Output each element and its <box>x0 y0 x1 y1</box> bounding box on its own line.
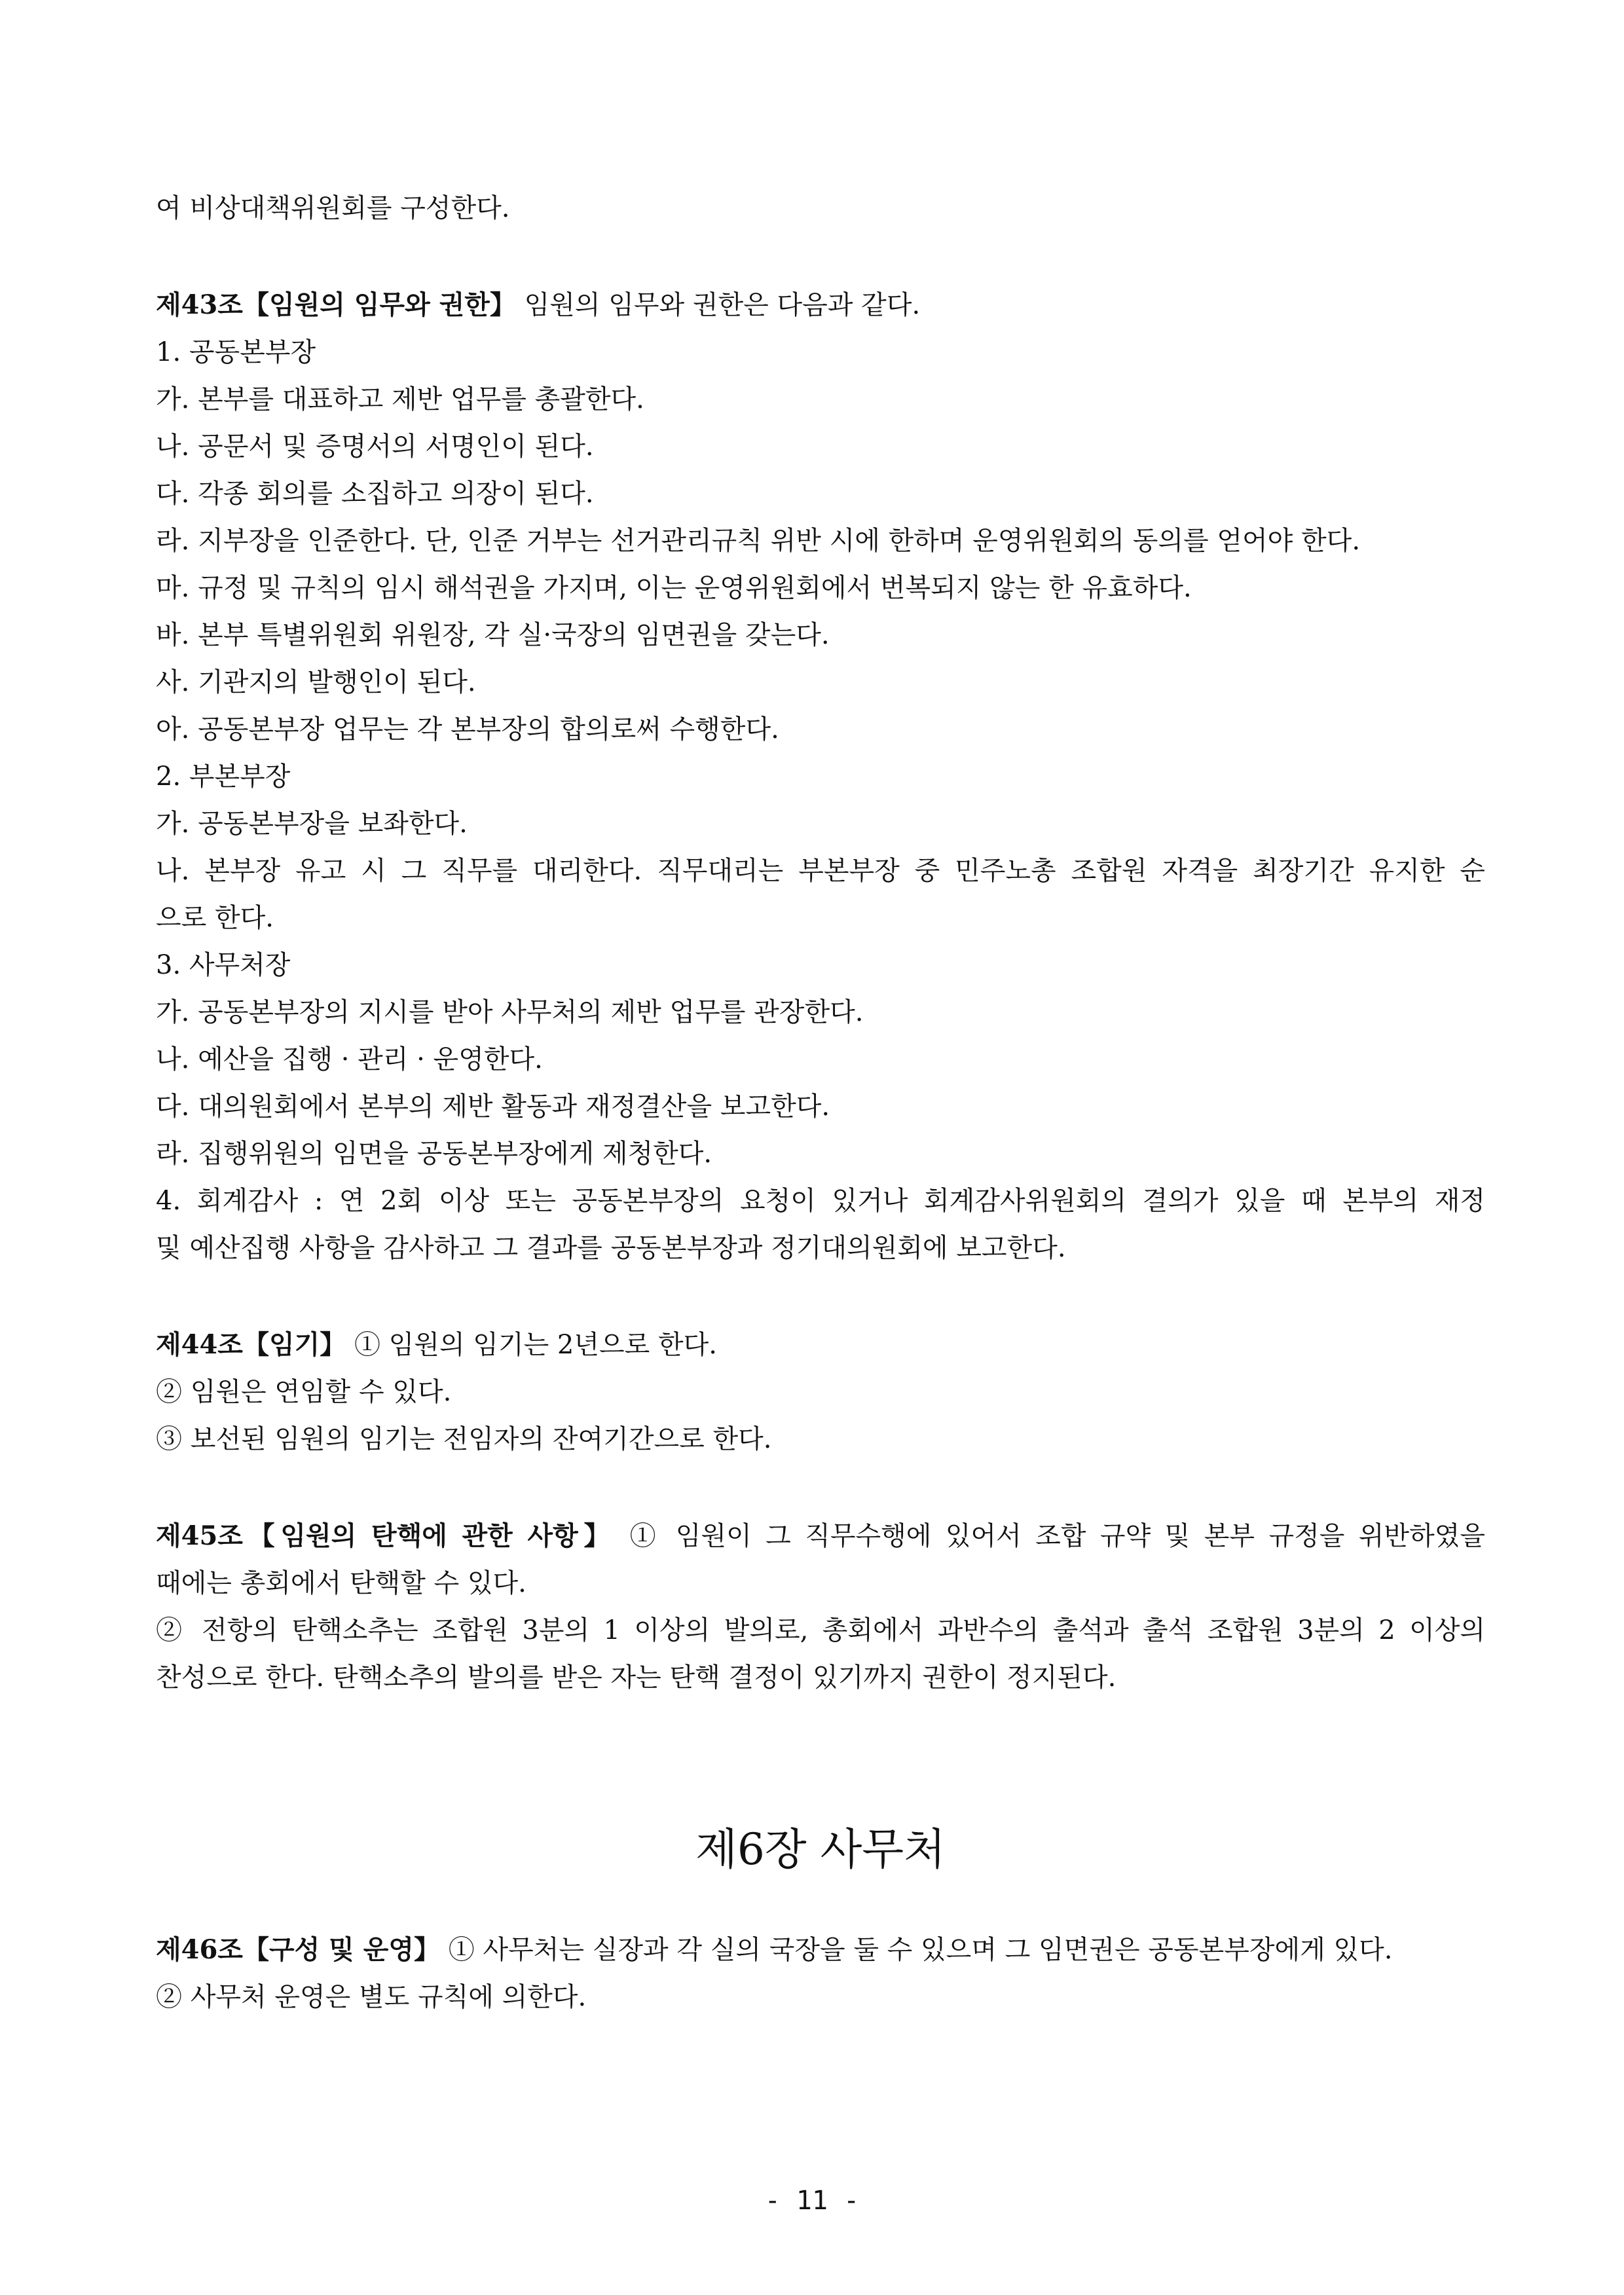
article-46-title: 제46조【구성 및 운영】 <box>156 1934 440 1965</box>
article-45-heading <box>156 1518 1485 1554</box>
article-46-heading <box>156 1932 1393 1968</box>
article-43-heading <box>156 287 920 323</box>
text-line: ② 임원은 연임할 수 있다. <box>156 1377 452 1407</box>
text-line: ② 사무처 운영은 별도 규칙에 의한다. <box>156 1982 587 2012</box>
text-line: ② 전항의 탄핵소추는 조합원 3분의 1 이상의 발의로, 총회에서 과반수의 출석과 출석 조합원 3분의 2 이상의 <box>156 1615 1485 1645</box>
text-line: ③ 보선된 임원의 임기는 전임자의 잔여기간으로 한다. <box>156 1424 772 1454</box>
text-line: 나. 예산을 집행 · 관리 · 운영한다. <box>156 1044 543 1074</box>
text-line: 바. 본부 특별위원회 위원장, 각 실·국장의 임면권을 갖는다. <box>156 620 830 650</box>
text-line: 마. 규정 및 규칙의 임시 해석권을 가지며, 이는 운영위원회에서 번복되지 않는 한 유효하다. <box>156 573 1192 603</box>
article-44-text: ① 임원의 임기는 2년으로 한다. <box>346 1330 718 1360</box>
article-43-text: 임원의 임무와 권한은 다음과 같다. <box>515 290 921 320</box>
text-line: 가. 본부를 대표하고 제반 업무를 총괄한다. <box>156 384 644 414</box>
text-line: 라. 집행위원의 임면을 공동본부장에게 제청한다. <box>156 1139 712 1169</box>
article-44-heading <box>156 1327 717 1363</box>
text-line: 가. 공동본부장의 지시를 받아 사무처의 제반 업무를 관장한다. <box>156 997 864 1027</box>
text-line: 으로 한다. <box>156 903 274 933</box>
text-line: 사. 기관지의 발행인이 된다. <box>156 667 476 697</box>
text-line: 나. 공문서 및 증명서의 서명인이 된다. <box>156 431 594 462</box>
text-line: 2. 부본부장 <box>156 762 291 792</box>
text-line: 라. 지부장을 인준한다. 단, 인준 거부는 선거관리규칙 위반 시에 한하며 운영위원회의 동의를 얻어야 한다. <box>156 526 1361 556</box>
text-line: 및 예산집행 사항을 감사하고 그 결과를 공동본부장과 정기대의원회에 보고한다. <box>156 1233 1066 1263</box>
text-line: 찬성으로 한다. 탄핵소추의 발의를 받은 자는 탄핵 결정이 있기까지 권한이 정지된다. <box>156 1662 1116 1693</box>
text-line: 가. 공동본부장을 보좌한다. <box>156 809 468 839</box>
page-number: - 11 - <box>764 2186 860 2216</box>
chapter-title: 제6장 사무처 <box>695 1824 946 1875</box>
text-line: 다. 대의원회에서 본부의 제반 활동과 재정결산을 보고한다. <box>156 1092 830 1122</box>
text-line: 나. 본부장 유고 시 그 직무를 대리한다. 직무대리는 부본부장 중 민주노총 조합원 자격을 최장기간 유지한 순 <box>156 856 1485 886</box>
text-line: 여 비상대책위원회를 구성한다. <box>156 193 510 223</box>
text-line: 4. 회계감사 : 연 2회 이상 또는 공동본부장의 요청이 있거나 회계감사위원회의 결의가 있을 때 본부의 재정 <box>156 1186 1485 1216</box>
text-line: 3. 사무처장 <box>156 950 291 980</box>
text-line: 때에는 총회에서 탄핵할 수 있다. <box>156 1568 526 1598</box>
text-line: 1. 공동본부장 <box>156 337 316 367</box>
text-line: 다. 각종 회의를 소집하고 의장이 된다. <box>156 479 594 509</box>
article-45-text: ① 임원이 그 직무수행에 있어서 조합 규약 및 본부 규정을 위반하였을 <box>616 1521 1485 1551</box>
article-43-title: 제43조【임원의 임무와 권한】 <box>156 289 516 320</box>
article-46-text: ① 사무처는 실장과 각 실의 국장을 둘 수 있으며 그 임면권은 공동본부장에게 있다. <box>440 1935 1393 1965</box>
text-line: 아. 공동본부장 업무는 각 본부장의 합의로써 수행한다. <box>156 714 779 744</box>
article-45-title: 제45조【임원의 탄핵에 관한 사항】 <box>156 1520 616 1551</box>
article-44-title: 제44조【임기】 <box>156 1329 346 1360</box>
